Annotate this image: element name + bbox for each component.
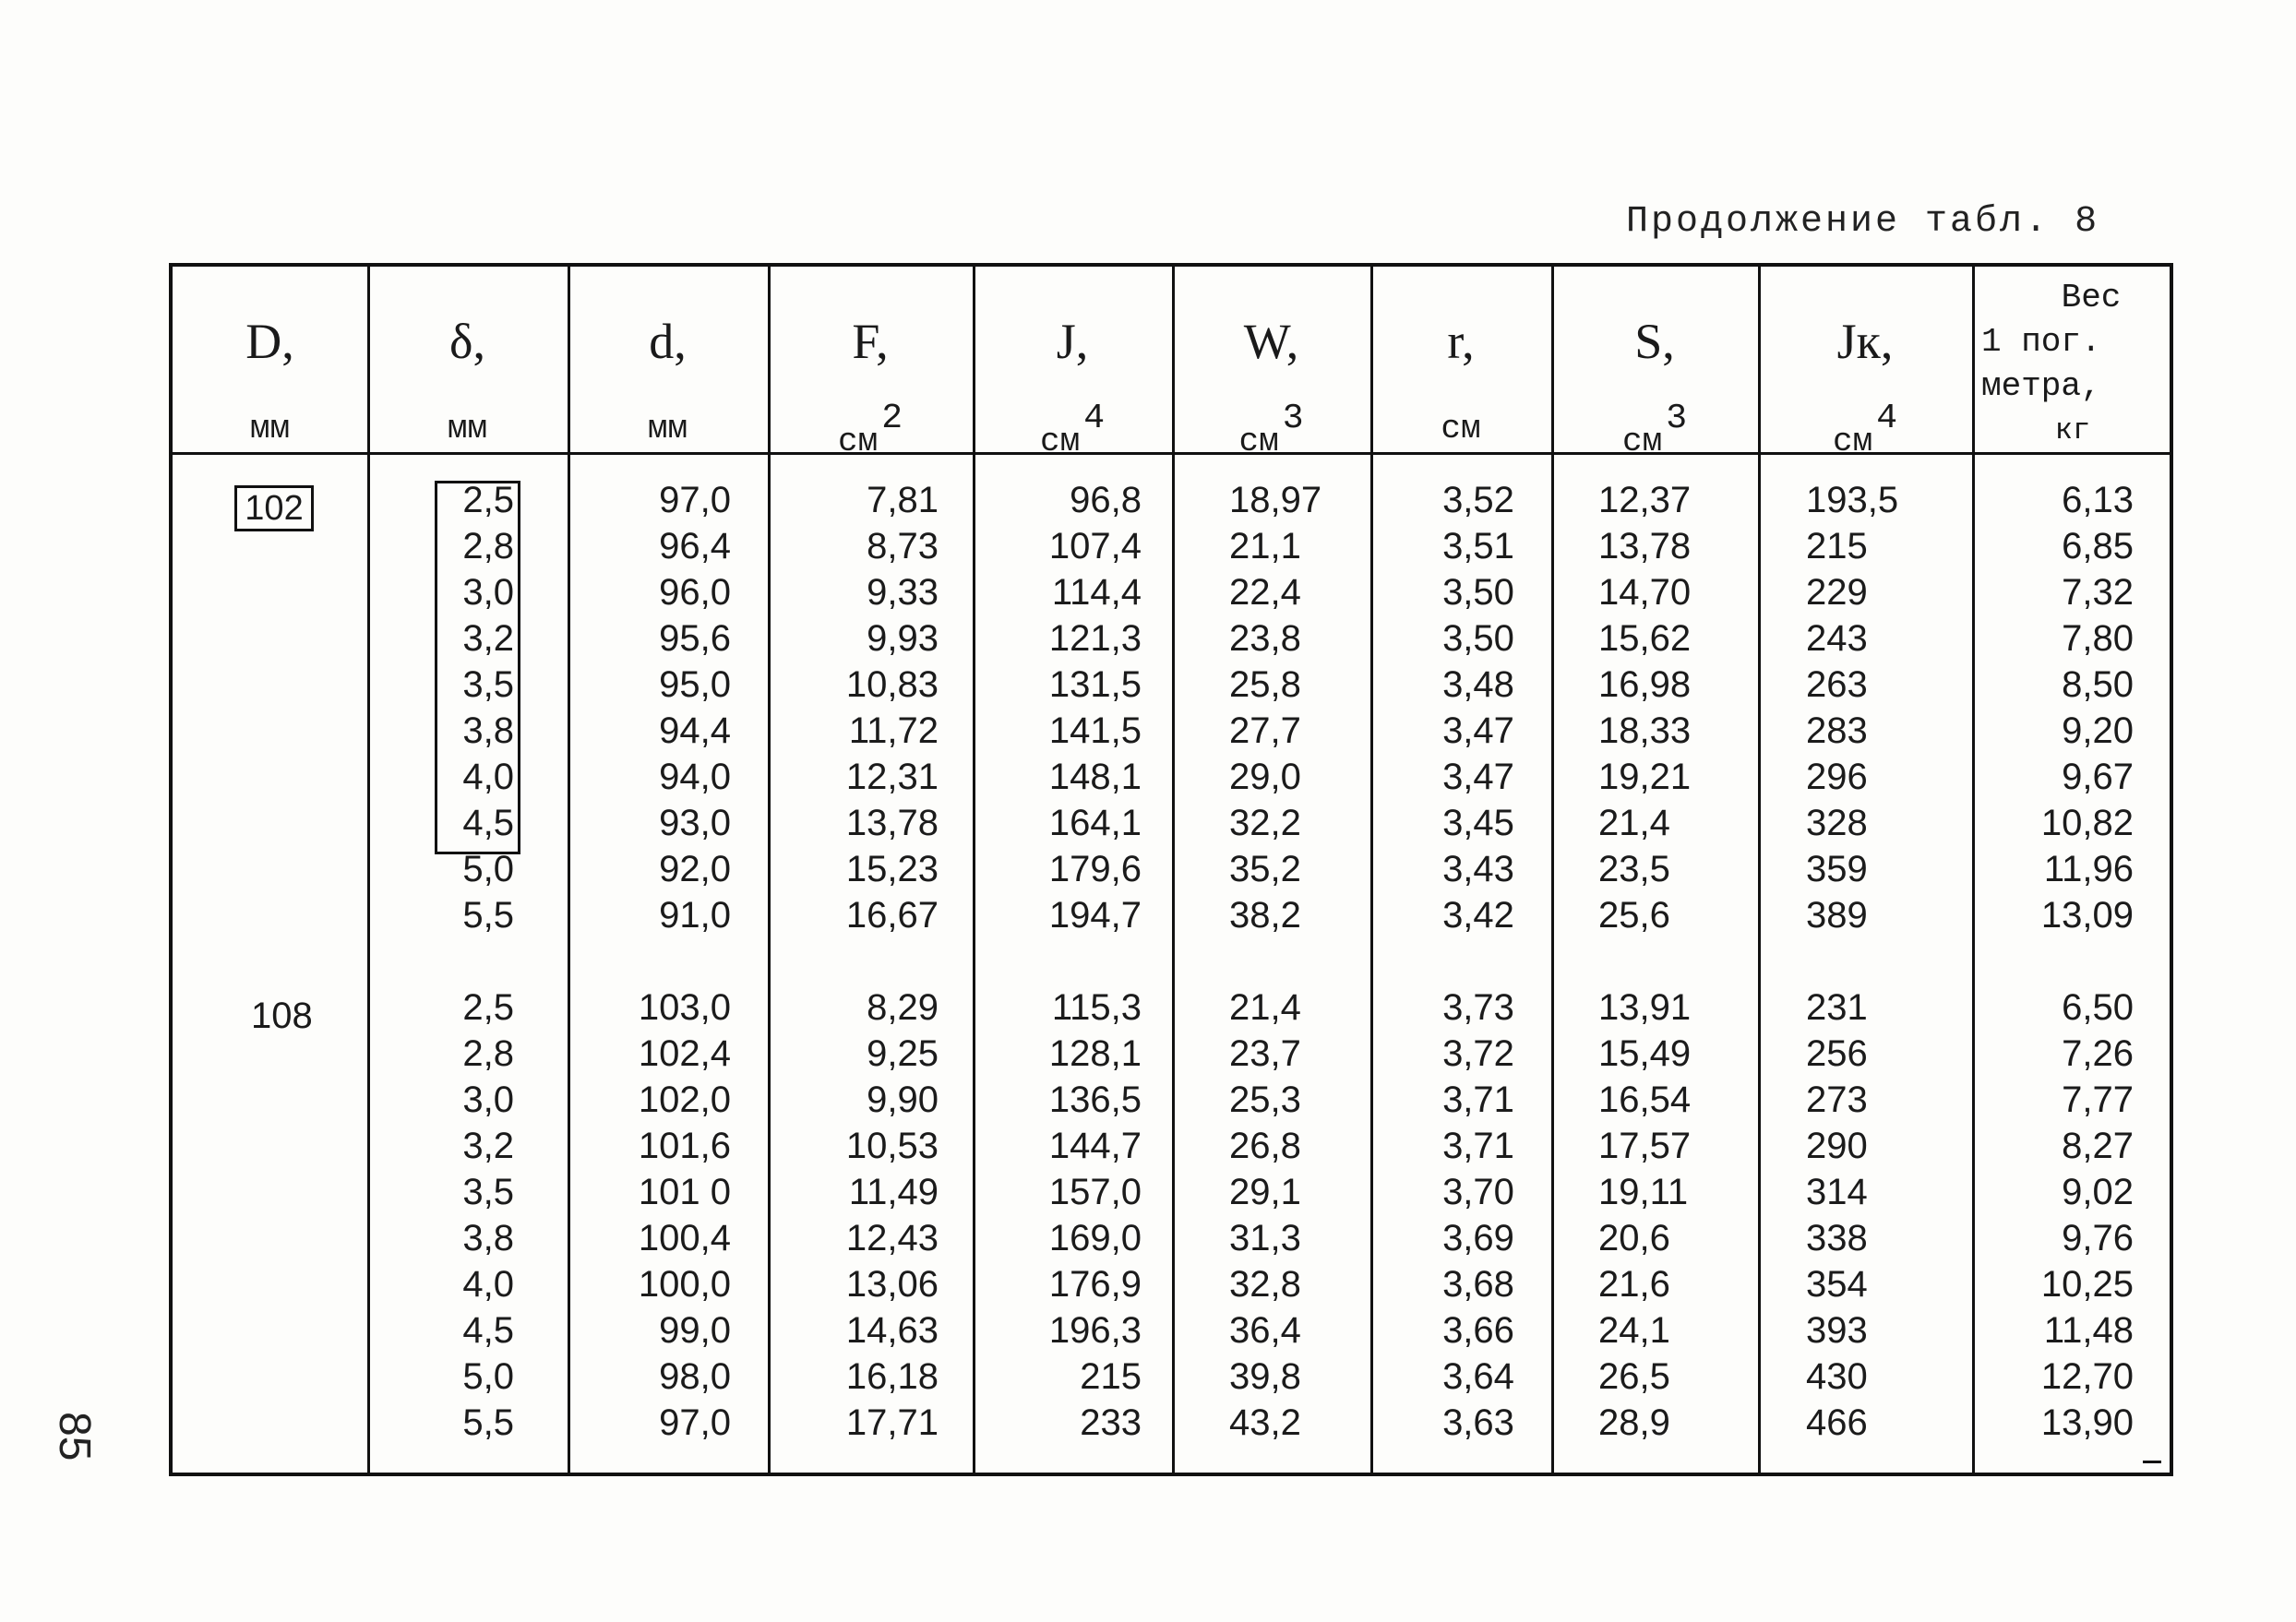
table-cell: 13,06 — [845, 1264, 939, 1305]
header-unit: $см^4$ — [1039, 399, 1106, 460]
table-cell: 7,32 — [2062, 572, 2134, 613]
column-d — [611, 477, 731, 1446]
table-cell: 148,1 — [1048, 757, 1142, 797]
table-cell: 35,2 — [1229, 849, 1301, 889]
diameter-108: 108 — [251, 996, 313, 1036]
table-cell: 7,26 — [2062, 1033, 2134, 1074]
table-cell: 15,49 — [1598, 1033, 1692, 1074]
table-cell: 21,6 — [1598, 1264, 1670, 1305]
weight-header-text: Вес 1 пог. метра, кг — [1981, 279, 2122, 447]
table-cell: 91,0 — [659, 895, 731, 936]
table-cell: 3,52 — [1442, 480, 1514, 520]
table-cell: 3,66 — [1442, 1310, 1514, 1351]
table-cell: 3,8 — [462, 1218, 514, 1258]
table-cell: 3,2 — [462, 1126, 514, 1166]
table-cell: 3,0 — [462, 572, 514, 613]
column-delta — [449, 477, 514, 1446]
group-gap — [2014, 938, 2134, 984]
table-cell: 8,50 — [2062, 664, 2134, 705]
table-cell: 215 — [1080, 1356, 1142, 1397]
table-cell: 15,62 — [1598, 618, 1692, 659]
header-D — [173, 267, 367, 452]
table-cell: 5,5 — [462, 895, 514, 936]
table-cell: 136,5 — [1048, 1079, 1142, 1120]
table-cell: 229 — [1806, 572, 1868, 613]
header-unit: $см^3$ — [1238, 399, 1304, 460]
table-cell: 359 — [1806, 849, 1868, 889]
column-S — [1598, 477, 1728, 1446]
table-cell: 21,4 — [1229, 987, 1301, 1028]
table-cell: 3,72 — [1442, 1033, 1514, 1074]
table-cell: 16,18 — [845, 1356, 939, 1397]
header-symbol: S, — [1634, 314, 1675, 369]
header-symbol: F, — [852, 314, 889, 369]
table-cell: 5,0 — [462, 849, 514, 889]
table-cell: 233 — [1080, 1402, 1142, 1443]
table-cell: 6,85 — [2062, 526, 2134, 567]
table-cell: 96,0 — [659, 572, 731, 613]
table-cell: 3,68 — [1442, 1264, 1514, 1305]
table-cell: 23,7 — [1229, 1033, 1301, 1074]
table-cell: 6,13 — [2062, 480, 2134, 520]
table-cell: 128,1 — [1048, 1033, 1142, 1074]
table-cell: 101 0 — [638, 1172, 731, 1212]
table-cell: 283 — [1806, 710, 1868, 751]
table-cell: 256 — [1806, 1033, 1868, 1074]
table-cell: 121,3 — [1048, 618, 1142, 659]
table-cell: 101,6 — [638, 1126, 731, 1166]
table-cell: 12,37 — [1598, 480, 1692, 520]
table-cell: 94,0 — [659, 757, 731, 797]
table-cell: 8,73 — [867, 526, 939, 567]
table-cell: 94,4 — [659, 710, 731, 751]
table-cell: 9,20 — [2062, 710, 2134, 751]
table-cell: 3,71 — [1442, 1079, 1514, 1120]
table-cell: 4,5 — [462, 803, 514, 843]
table-cell: 141,5 — [1048, 710, 1142, 751]
table-cell: 10,82 — [2040, 803, 2134, 843]
table-cell: 3,5 — [462, 664, 514, 705]
table-cell: 131,5 — [1048, 664, 1142, 705]
table-cell: 93,0 — [659, 803, 731, 843]
group-gap — [1423, 938, 1534, 984]
table-cell: 25,6 — [1598, 895, 1670, 936]
group-gap — [611, 938, 731, 984]
table-cell: 8,27 — [2062, 1126, 2134, 1166]
table-cell: 92,0 — [659, 849, 731, 889]
table-cell: 3,45 — [1442, 803, 1514, 843]
group-gap — [809, 938, 939, 984]
table-cell: 25,3 — [1229, 1079, 1301, 1120]
table-cell: 10,25 — [2040, 1264, 2134, 1305]
table-cell: 26,8 — [1229, 1126, 1301, 1166]
table-cell: 3,47 — [1442, 757, 1514, 797]
table-cell: 296 — [1806, 757, 1868, 797]
table-cell: 3,50 — [1442, 572, 1514, 613]
table-cell: 215 — [1806, 526, 1868, 567]
table-cell: 16,54 — [1598, 1079, 1692, 1120]
table-cell: 193,5 — [1806, 480, 1899, 520]
table-cell: 38,2 — [1229, 895, 1301, 936]
table-cell: 43,2 — [1229, 1402, 1301, 1443]
table-cell: 17,57 — [1598, 1126, 1692, 1166]
table-cell: 14,63 — [845, 1310, 939, 1351]
table-cell: 23,8 — [1229, 618, 1301, 659]
table-cell: 24,1 — [1598, 1310, 1670, 1351]
header-F — [768, 267, 973, 460]
table-cell: 3,2 — [462, 618, 514, 659]
table-cell: 103,0 — [638, 987, 731, 1028]
header-weight — [1972, 267, 2173, 452]
table-cell: 32,8 — [1229, 1264, 1301, 1305]
table-cell: 14,70 — [1598, 572, 1692, 613]
corner-mark — [2143, 1461, 2161, 1463]
table-cell: 16,67 — [845, 895, 939, 936]
table-cell: 169,0 — [1048, 1218, 1142, 1258]
table-cell: 157,0 — [1048, 1172, 1142, 1212]
table-cell: 28,9 — [1598, 1402, 1670, 1443]
column-r — [1423, 477, 1534, 1446]
table-cell: 393 — [1806, 1310, 1868, 1351]
table-cell: 3,51 — [1442, 526, 1514, 567]
table-cell: 13,78 — [845, 803, 939, 843]
header-unit: $см^3$ — [1621, 399, 1688, 460]
table-cell: 3,5 — [462, 1172, 514, 1212]
table-cell: 4,5 — [462, 1310, 514, 1351]
table-cell: 10,83 — [845, 664, 939, 705]
header-J — [973, 267, 1172, 460]
table-caption: Продолжение табл. 8 — [1626, 201, 2100, 243]
data-table — [169, 263, 2173, 1476]
table-cell: 102,0 — [638, 1079, 731, 1120]
header-symbol: d, — [649, 314, 687, 369]
table-cell: 3,69 — [1442, 1218, 1514, 1258]
header-unit: мм — [447, 410, 488, 447]
table-cell: 25,8 — [1229, 664, 1301, 705]
group-gap — [1229, 938, 1358, 984]
table-cell: 164,1 — [1048, 803, 1142, 843]
table-cell: 4,0 — [462, 1264, 514, 1305]
table-cell: 95,0 — [659, 664, 731, 705]
table-cell: 176,9 — [1048, 1264, 1142, 1305]
header-unit: мм — [249, 410, 291, 447]
table-cell: 3,63 — [1442, 1402, 1514, 1443]
table-cell: 9,67 — [2062, 757, 2134, 797]
table-cell: 102,4 — [638, 1033, 731, 1074]
table-cell: 354 — [1806, 1264, 1868, 1305]
table-cell: 32,2 — [1229, 803, 1301, 843]
table-cell: 20,6 — [1598, 1218, 1670, 1258]
table-cell: 115,3 — [1051, 987, 1142, 1028]
header-d — [568, 267, 768, 452]
diameter-102-boxed: 102 — [234, 485, 314, 531]
table-cell: 99,0 — [659, 1310, 731, 1351]
table-cell: 13,09 — [2040, 895, 2134, 936]
table-cell: 2,8 — [462, 526, 514, 567]
table-cell: 3,50 — [1442, 618, 1514, 659]
table-cell: 3,70 — [1442, 1172, 1514, 1212]
table-cell: 100,0 — [638, 1264, 731, 1305]
table-cell: 100,4 — [638, 1218, 731, 1258]
table-cell: 13,90 — [2040, 1402, 2134, 1443]
table-cell: 107,4 — [1048, 526, 1142, 567]
header-symbol: δ, — [449, 314, 485, 369]
header-Jk — [1758, 267, 1972, 460]
table-cell: 179,6 — [1048, 849, 1142, 889]
table-cell: 11,49 — [848, 1172, 939, 1212]
table-cell: 430 — [1806, 1356, 1868, 1397]
table-cell: 11,96 — [2043, 849, 2134, 889]
table-cell: 11,48 — [2043, 1310, 2134, 1351]
table-cell: 97,0 — [659, 480, 731, 520]
column-W — [1229, 477, 1358, 1446]
header-unit: $см^4$ — [1832, 399, 1898, 460]
table-cell: 9,02 — [2062, 1172, 2134, 1212]
table-cell: 96,8 — [1070, 480, 1142, 520]
table-cell: 12,70 — [2040, 1356, 2134, 1397]
header-symbol: Jк, — [1836, 314, 1894, 369]
table-cell: 12,43 — [845, 1218, 939, 1258]
group-gap — [449, 938, 514, 984]
page-number: 85 — [50, 1412, 99, 1461]
table-cell: 290 — [1806, 1126, 1868, 1166]
table-cell: 114,4 — [1051, 572, 1142, 613]
column-weight — [2014, 477, 2134, 1446]
table-cell: 314 — [1806, 1172, 1868, 1212]
table-cell: 36,4 — [1229, 1310, 1301, 1351]
table-cell: 328 — [1806, 803, 1868, 843]
table-cell: 3,42 — [1442, 895, 1514, 936]
header-delta — [367, 267, 568, 452]
table-cell: 13,91 — [1598, 987, 1692, 1028]
header-unit: $см^2$ — [837, 399, 903, 460]
table-cell: 3,48 — [1442, 664, 1514, 705]
table-cell: 196,3 — [1048, 1310, 1142, 1351]
table-cell: 13,78 — [1598, 526, 1692, 567]
table-cell: 96,4 — [659, 526, 731, 567]
header-unit: мм — [647, 410, 688, 447]
header-symbol: r, — [1447, 314, 1475, 369]
table-cell: 144,7 — [1048, 1126, 1142, 1166]
table-cell: 11,72 — [848, 710, 939, 751]
table-cell: 3,64 — [1442, 1356, 1514, 1397]
table-cell: 9,90 — [867, 1079, 939, 1120]
table-cell: 6,50 — [2062, 987, 2134, 1028]
table-cell: 389 — [1806, 895, 1868, 936]
table-cell: 3,47 — [1442, 710, 1514, 751]
table-cell: 4,0 — [462, 757, 514, 797]
header-symbol: W, — [1243, 314, 1299, 369]
table-cell: 263 — [1806, 664, 1868, 705]
table-cell: 19,21 — [1598, 757, 1692, 797]
table-cell: 97,0 — [659, 1402, 731, 1443]
table-cell: 194,7 — [1048, 895, 1142, 936]
table-cell: 21,1 — [1229, 526, 1301, 567]
group-gap — [1598, 938, 1728, 984]
table-cell: 3,71 — [1442, 1126, 1514, 1166]
table-cell: 3,43 — [1442, 849, 1514, 889]
table-cell: 8,29 — [867, 987, 939, 1028]
table-cell: 27,7 — [1229, 710, 1301, 751]
header-r — [1370, 267, 1551, 452]
table-cell: 5,5 — [462, 1402, 514, 1443]
table-cell: 2,5 — [462, 480, 514, 520]
table-cell: 7,77 — [2062, 1079, 2134, 1120]
table-cell: 3,0 — [462, 1079, 514, 1120]
header-W — [1172, 267, 1370, 460]
table-cell: 22,4 — [1229, 572, 1301, 613]
table-cell: 9,33 — [867, 572, 939, 613]
table-cell: 12,31 — [845, 757, 939, 797]
table-cell: 9,93 — [867, 618, 939, 659]
table-cell: 29,1 — [1229, 1172, 1301, 1212]
table-cell: 2,5 — [462, 987, 514, 1028]
table-cell: 3,73 — [1442, 987, 1514, 1028]
table-cell: 16,98 — [1598, 664, 1692, 705]
table-cell: 7,81 — [867, 480, 939, 520]
table-cell: 15,23 — [845, 849, 939, 889]
table-cell: 29,0 — [1229, 757, 1301, 797]
group-gap — [1806, 938, 1935, 984]
table-cell: 3,8 — [462, 710, 514, 751]
table-cell: 18,97 — [1229, 480, 1322, 520]
table-cell: 9,25 — [867, 1033, 939, 1074]
table-cell: 338 — [1806, 1218, 1868, 1258]
header-symbol: D, — [245, 314, 294, 369]
table-cell: 23,5 — [1598, 849, 1670, 889]
table-cell: 21,4 — [1598, 803, 1670, 843]
table-cell: 243 — [1806, 618, 1868, 659]
group-gap — [1012, 938, 1142, 984]
table-cell: 466 — [1806, 1402, 1868, 1443]
table-cell: 39,8 — [1229, 1356, 1301, 1397]
table-cell: 10,53 — [845, 1126, 939, 1166]
table-cell: 19,11 — [1598, 1172, 1689, 1212]
table-cell: 9,76 — [2062, 1218, 2134, 1258]
table-cell: 31,3 — [1229, 1218, 1301, 1258]
table-cell: 17,71 — [845, 1402, 939, 1443]
column-F — [809, 477, 939, 1446]
table-cell: 7,80 — [2062, 618, 2134, 659]
table-cell: 231 — [1806, 987, 1868, 1028]
column-Jk — [1806, 477, 1935, 1446]
header-unit: см — [1441, 410, 1481, 447]
table-cell: 18,33 — [1598, 710, 1692, 751]
table-cell: 5,0 — [462, 1356, 514, 1397]
table-cell: 2,8 — [462, 1033, 514, 1074]
header-symbol: J, — [1056, 314, 1089, 369]
table-cell: 98,0 — [659, 1356, 731, 1397]
column-J — [1012, 477, 1142, 1446]
table-cell: 26,5 — [1598, 1356, 1670, 1397]
header-S — [1551, 267, 1758, 460]
table-cell: 95,6 — [659, 618, 731, 659]
table-cell: 273 — [1806, 1079, 1868, 1120]
